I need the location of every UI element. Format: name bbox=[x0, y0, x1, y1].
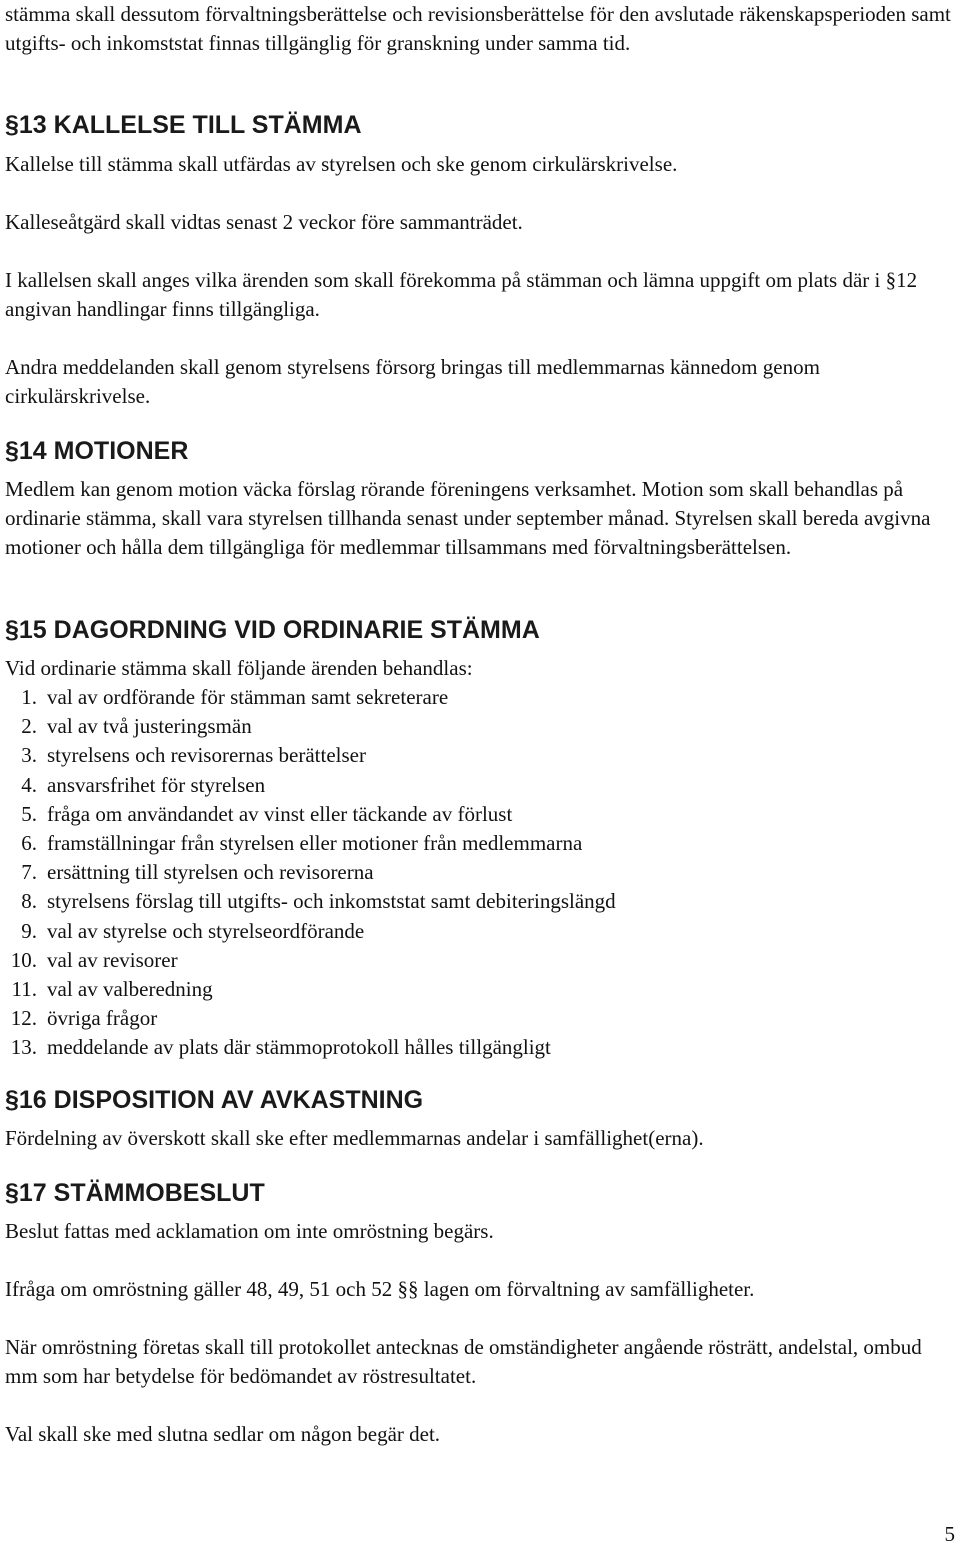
list-number: 11. bbox=[11, 976, 37, 1001]
s17-paragraph-4: Val skall ske med slutna sedlar om någon begär det. bbox=[5, 1422, 441, 1446]
list-number: 13. bbox=[10, 1035, 37, 1060]
list-item bbox=[5, 887, 616, 916]
list-item bbox=[5, 946, 616, 975]
list-text: val av två justeringsmän bbox=[47, 714, 252, 739]
list-text: val av revisorer bbox=[47, 947, 178, 972]
list-number: 6. bbox=[21, 830, 37, 855]
list-number: 4. bbox=[21, 772, 37, 797]
s13-paragraph-3: I kallelsen skall anges vilka ärenden som skall förekomma på stämman och lämna uppgift om plats där i §12 angivan handlingar finns tillgängliga. bbox=[5, 268, 918, 321]
list-text: meddelande av plats där stämmoprotokoll hålles tillgängligt bbox=[47, 1035, 551, 1060]
list-text: ansvarsfrihet för styrelsen bbox=[47, 772, 266, 797]
s16-paragraph-1: Fördelning av överskott skall ske efter medlemmarnas andelar i samfällighet(erna). bbox=[5, 1126, 704, 1150]
list-item bbox=[5, 829, 616, 858]
s17-paragraph-2: Ifråga om omröstning gäller 48, 49, 51 och 52 §§ lagen om förvaltning av samfälligheter. bbox=[5, 1277, 755, 1301]
list-item bbox=[5, 1004, 616, 1033]
list-text: ersättning till styrelsen och revisorerna bbox=[47, 860, 374, 885]
section-14-heading: §14 MOTIONER bbox=[5, 437, 189, 465]
s14-paragraph-1: Medlem kan genom motion väcka förslag rörande föreningens verksamhet. Motion som skall behandlas på ordinarie stämma, skall vara styrelsen tillhanda senast under september månad. Styrelsen skall bereda avgivna motioner och hålla dem tillgängliga för medlemmar tillsammans med förvaltningsberättelsen. bbox=[5, 477, 931, 559]
s13-paragraph-2: Kalleseåtgärd skall vidtas senast 2 veckor före sammanträdet. bbox=[5, 210, 523, 234]
list-item bbox=[5, 741, 616, 770]
list-number: 9. bbox=[21, 918, 37, 943]
list-text: val av ordförande för stämman samt sekreterare bbox=[47, 685, 449, 709]
list-item bbox=[5, 975, 616, 1004]
list-item bbox=[5, 683, 616, 712]
list-text: övriga frågor bbox=[47, 1006, 158, 1031]
list-number: 10. bbox=[10, 947, 37, 972]
intro-paragraph: stämma skall dessutom förvaltningsberättelse och revisionsberättelse för den avslutade räkenskapsperioden samt utgifts- och inkomststat finnas tillgänglig för granskning under samma tid. bbox=[5, 2, 951, 55]
list-item bbox=[5, 858, 616, 887]
list-number: 12. bbox=[10, 1006, 37, 1031]
s17-paragraph-3: När omröstning företas skall till protokollet antecknas de omständigheter angående rösträtt, andelstal, ombud mm som har betydelse för bedömandet av röstresultatet. bbox=[5, 1335, 922, 1388]
list-number: 5. bbox=[21, 801, 37, 826]
list-item bbox=[5, 917, 616, 946]
list-text: styrelsens förslag till utgifts- och inkomststat samt debiteringslängd bbox=[47, 889, 616, 914]
list-text: val av valberedning bbox=[47, 976, 213, 1001]
list-number: 7. bbox=[21, 860, 37, 885]
list-item bbox=[5, 800, 616, 829]
section-13-heading: §13 KALLELSE TILL STÄMMA bbox=[5, 111, 362, 139]
list-item bbox=[5, 771, 616, 800]
section-17-heading: §17 STÄMMOBESLUT bbox=[5, 1179, 265, 1207]
list-number: 8. bbox=[21, 889, 37, 914]
list-text: framställningar från styrelsen eller motioner från medlemmarna bbox=[47, 830, 583, 855]
list-text: val av styrelse och styrelseordförande bbox=[47, 918, 365, 943]
list-number: 2. bbox=[21, 714, 37, 739]
list-number: 1. bbox=[21, 685, 37, 709]
list-text: styrelsens och revisorernas berättelser bbox=[47, 743, 366, 768]
agenda-list bbox=[5, 683, 616, 1062]
s13-paragraph-4: Andra meddelanden skall genom styrelsens försorg bringas till medlemmarnas kännedom genom cirkulärskrivelse. bbox=[5, 355, 820, 408]
page-number: 5 bbox=[944, 1522, 955, 1546]
s15-intro: Vid ordinarie stämma skall följande ärenden behandlas: bbox=[5, 656, 473, 680]
list-text: fråga om användandet av vinst eller täckande av förlust bbox=[47, 801, 513, 826]
section-15-heading: §15 DAGORDNING VID ORDINARIE STÄMMA bbox=[5, 616, 540, 644]
section-16-heading: §16 DISPOSITION AV AVKASTNING bbox=[5, 1086, 424, 1114]
list-item bbox=[5, 1033, 616, 1062]
list-item bbox=[5, 712, 616, 741]
s13-paragraph-1: Kallelse till stämma skall utfärdas av styrelsen och ske genom cirkulärskrivelse. bbox=[5, 152, 678, 176]
s17-paragraph-1: Beslut fattas med acklamation om inte omröstning begärs. bbox=[5, 1219, 494, 1243]
list-number: 3. bbox=[21, 743, 37, 768]
